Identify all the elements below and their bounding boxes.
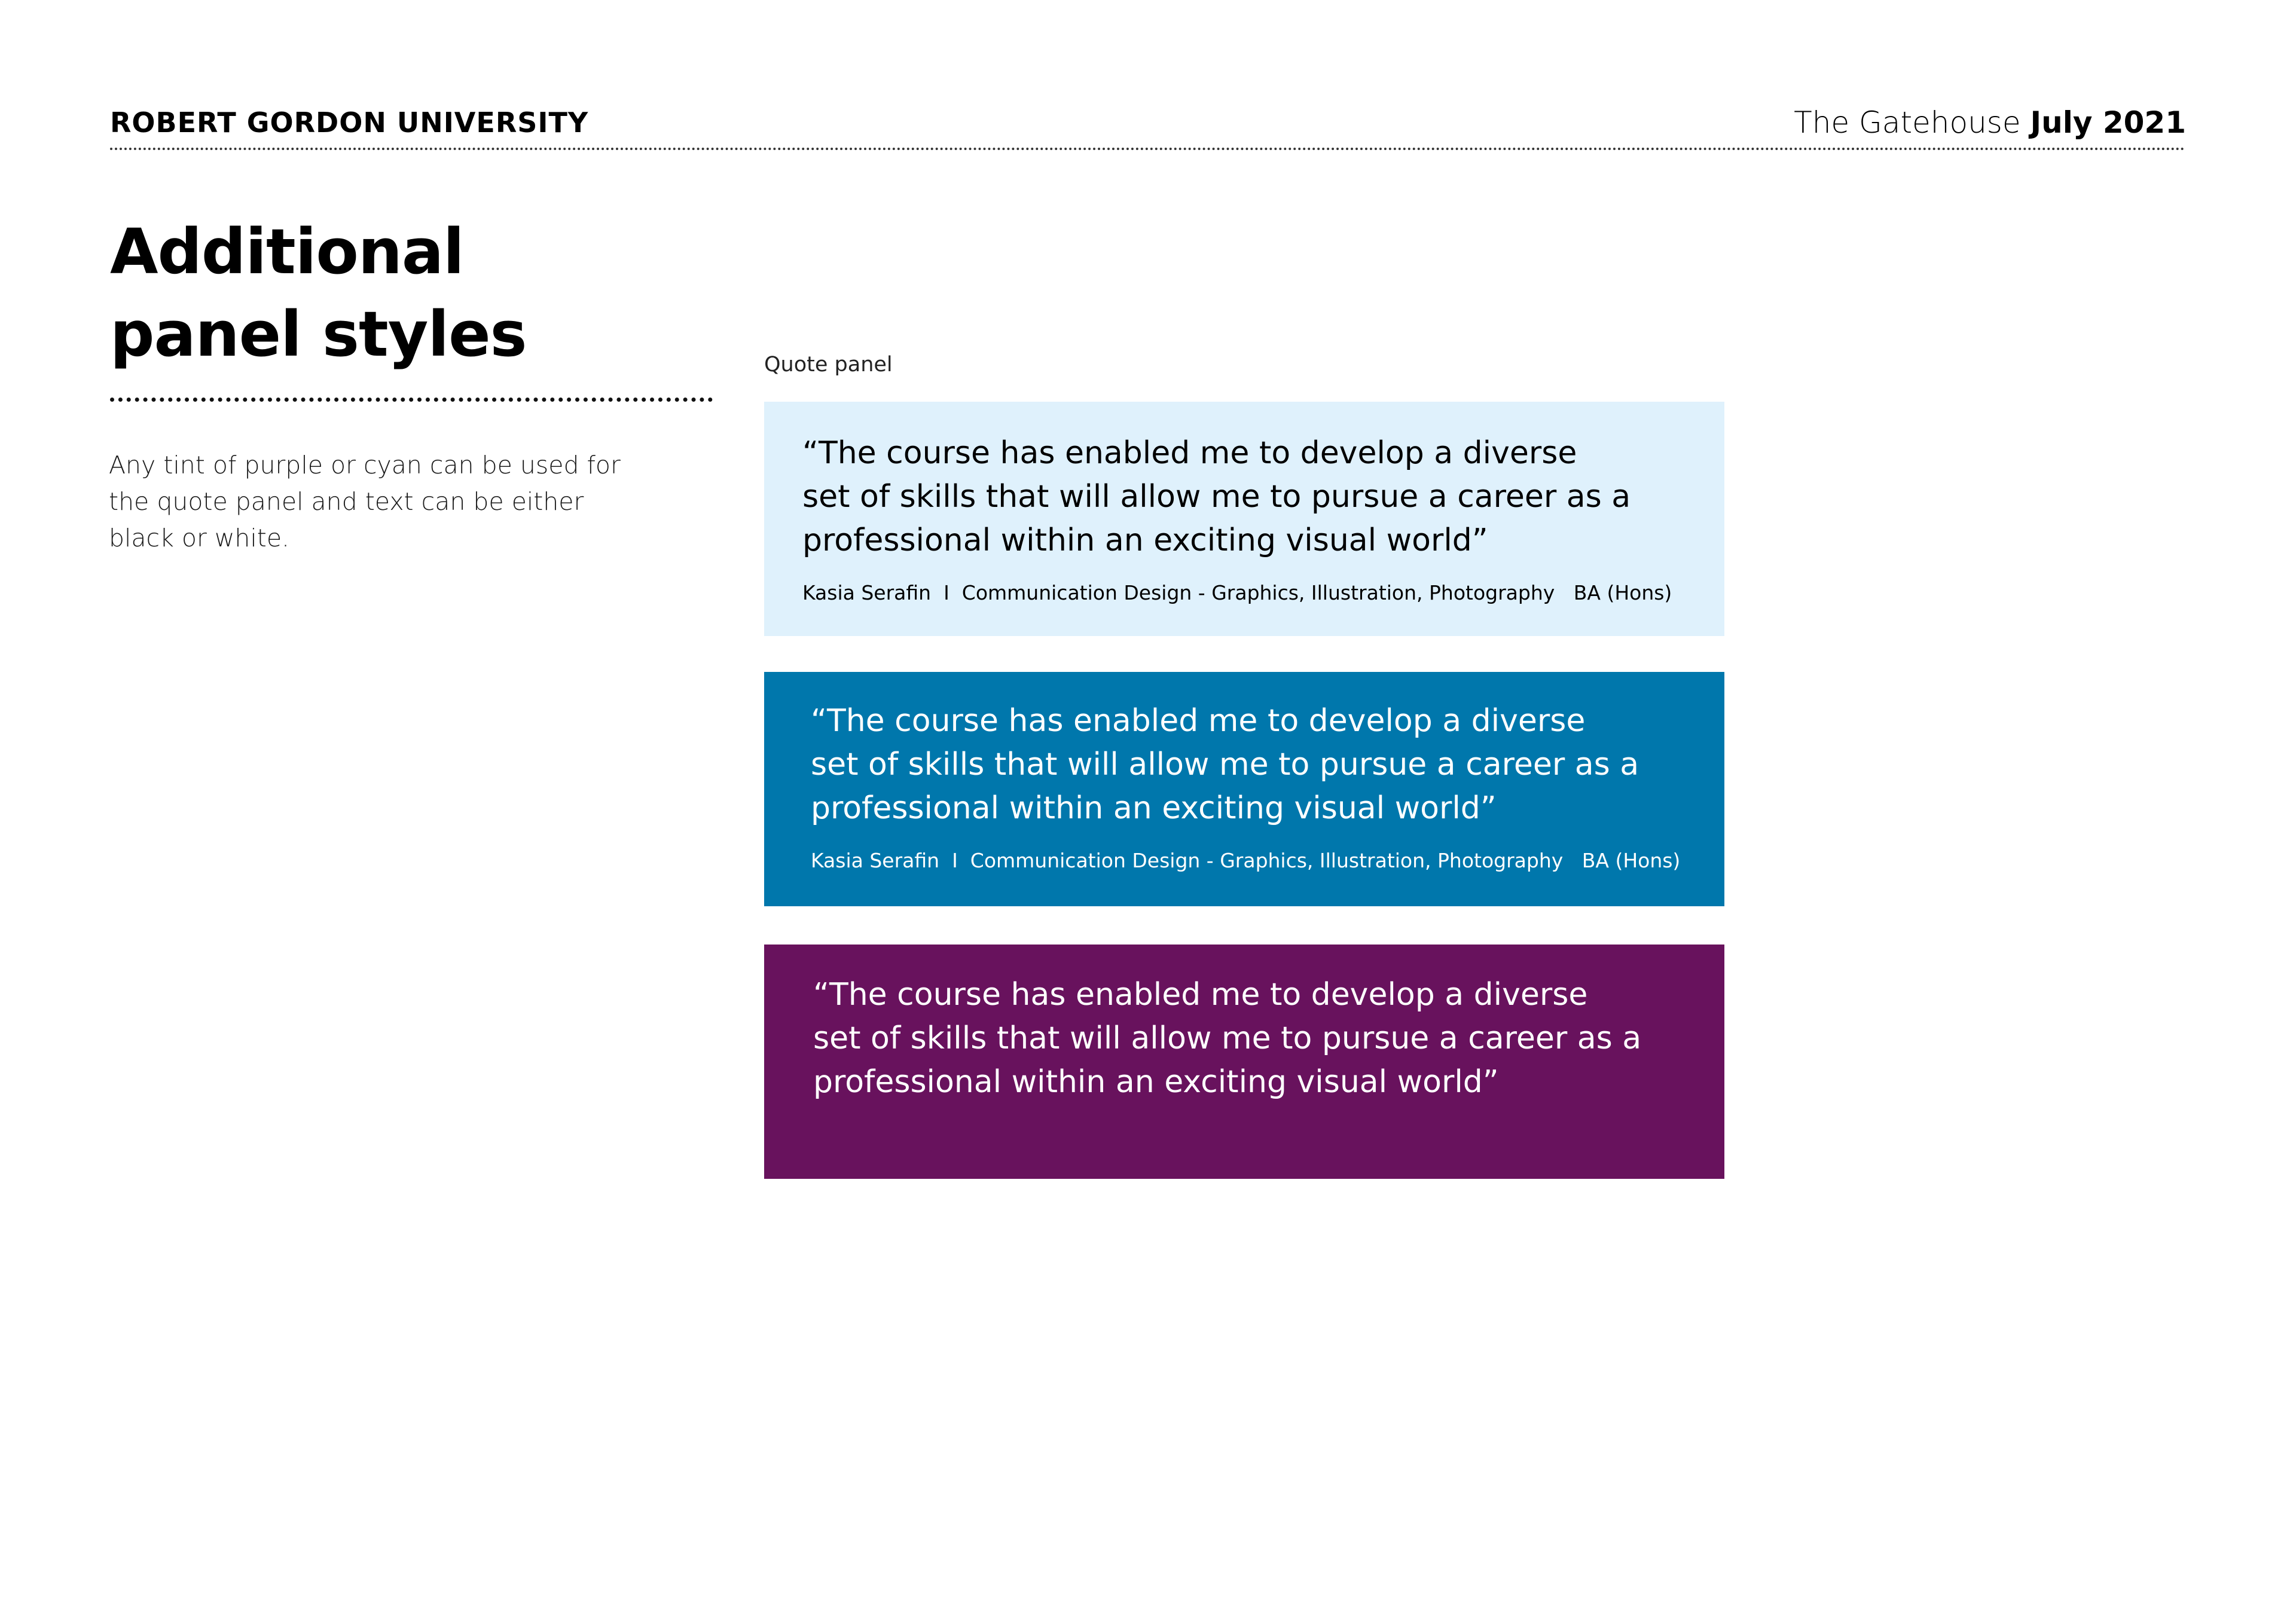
page-title: Additional panel styles <box>110 215 527 371</box>
quote-attribution: Kasia Serafin I Communication Design - Graphics, Illustration, Photography BA (Hons) <box>802 581 1672 604</box>
quote-attribution: Kasia Serafin I Communication Design - Graphics, Illustration, Photography BA (Hons) <box>811 849 1681 872</box>
quote-panel-cyan <box>764 672 1724 906</box>
quote-panel-light <box>764 402 1724 636</box>
quote-panel-purple <box>764 945 1724 1179</box>
quote-text: “The course has enabled me to develop a diverse set of skills that will allow me to pursue a career as a professional within an exciting visual world” <box>811 703 1639 826</box>
publication-date: July 2021 <box>2030 105 2186 140</box>
quote-text: “The course has enabled me to develop a diverse set of skills that will allow me to pursue a career as a professional within an exciting visual world” <box>802 435 1631 558</box>
publication-info <box>1794 105 2186 140</box>
publication-name: The Gatehouse <box>1794 105 2021 140</box>
header-divider <box>110 148 2186 150</box>
intro-text: Any tint of purple or cyan can be used for the quote panel and text can be either black or white. <box>109 451 621 552</box>
title-divider <box>110 398 713 402</box>
quote-panel-caption: Quote panel <box>764 353 893 377</box>
organization-name: ROBERT GORDON UNIVERSITY <box>110 106 589 139</box>
quote-text: “The course has enabled me to develop a diverse set of skills that will allow me to pursue a career as a professional within an exciting visual world” <box>813 977 1642 1100</box>
